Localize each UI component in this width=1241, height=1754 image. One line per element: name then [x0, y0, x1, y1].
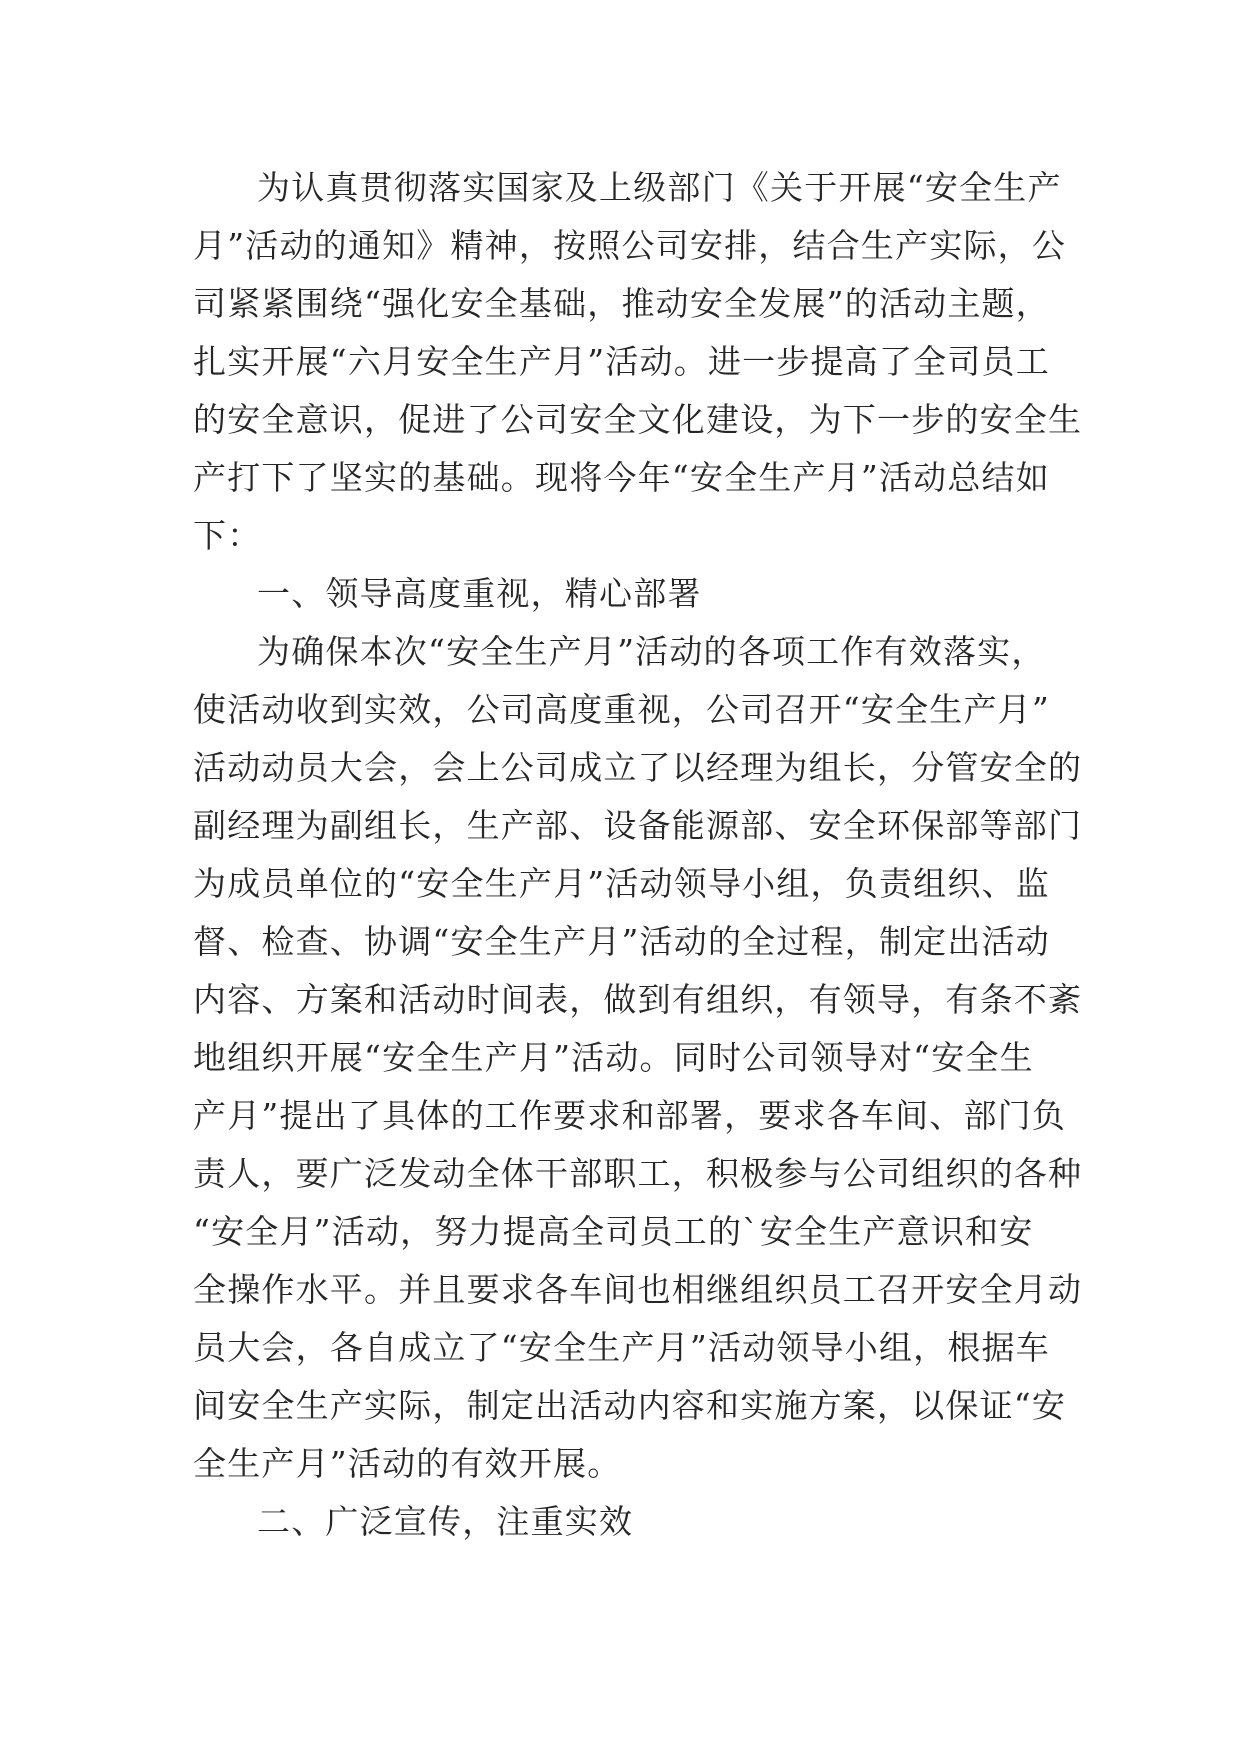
text-line: 副经理为副组长，生产部、设备能源部、安全环保部等部门	[193, 806, 1083, 845]
text-line: 下：	[193, 516, 262, 555]
text-line: 活动动员大会，会上公司成立了以经理为组长，分管安全的	[193, 748, 1083, 787]
text-line: 员大会，各自成立了“安全生产月”活动领导小组，根据车	[193, 1328, 1050, 1367]
text-line: 为确保本次“安全生产月”活动的各项工作有效落实，	[257, 632, 1046, 671]
section-heading: 一、领导高度重视，精心部署	[257, 574, 702, 613]
text-line: 为认真贯彻落实国家及上级部门《关于开展“安全生产	[257, 168, 1062, 207]
text-line: 产月”提出了具体的工作要求和部署，要求各车间、部门负	[193, 1096, 1067, 1135]
text-line: 扎实开展“六月安全生产月”活动。进一步提高了全司员工	[193, 342, 1050, 381]
section-heading: 二、广泛宣传，注重实效	[257, 1502, 634, 1541]
text-line: 全操作水平。并且要求各车间也相继组织员工召开安全月动	[193, 1270, 1083, 1309]
text-line: 内容、方案和活动时间表，做到有组织，有领导，有条不紊	[193, 980, 1083, 1019]
text-line: 督、检查、协调“安全生产月”活动的全过程，制定出活动	[193, 922, 1050, 961]
text-line: 责人，要广泛发动全体干部职工，积极参与公司组织的各种	[193, 1154, 1083, 1193]
text-line: 全生产月”活动的有效开展。	[193, 1444, 622, 1483]
text-line: 使活动收到实效，公司高度重视，公司召开“安全生产月”	[193, 690, 1050, 729]
text-line: 产打下了坚实的基础。现将今年“安全生产月”活动总结如	[193, 458, 1050, 497]
text-line: 司紧紧围绕“强化安全基础，推动安全发展”的活动主题，	[193, 284, 1050, 323]
text-line: “安全月”活动，努力提高全司员工的`安全生产意识和安	[193, 1212, 1034, 1251]
text-line: 月”活动的通知》精神，按照公司安排，结合生产实际，公	[193, 226, 1067, 265]
text-line: 间安全生产实际，制定出活动内容和实施方案，以保证“安	[193, 1386, 1067, 1425]
text-line: 为成员单位的“安全生产月”活动领导小组，负责组织、监	[193, 864, 1050, 903]
text-line: 的安全意识，促进了公司安全文化建设，为下一步的安全生	[193, 400, 1083, 439]
text-line: 地组织开展“安全生产月”活动。同时公司领导对“安全生	[193, 1038, 1034, 1077]
